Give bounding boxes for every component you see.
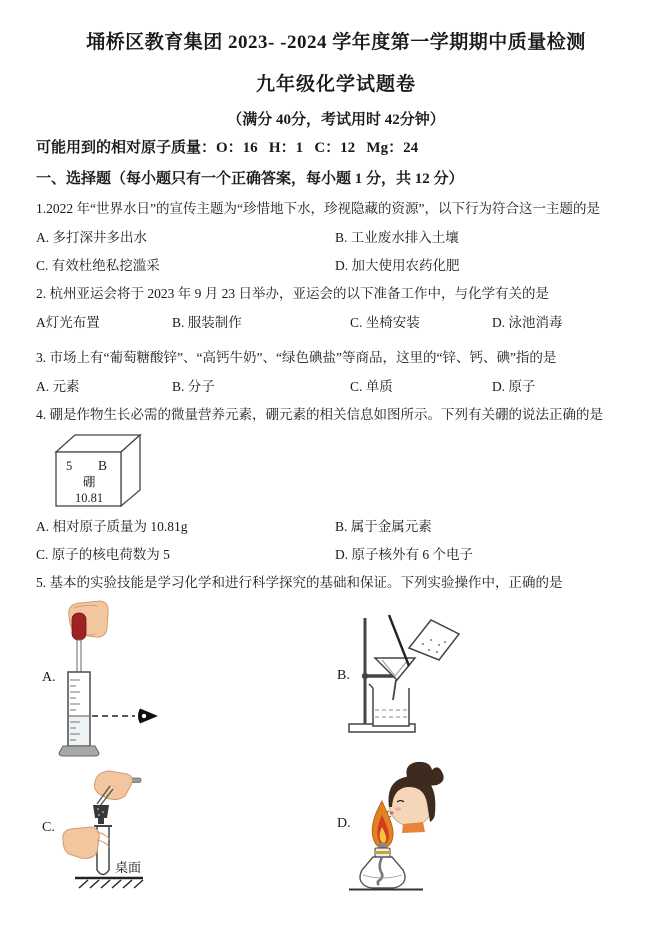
element-cube-icon [44,430,146,508]
q3-option-d: D. 原子 [492,379,536,394]
figure-c-label: C. [42,820,55,835]
blush [395,807,401,811]
question-1-stem: 1.2022 年“世界水日”的宣传主题为“珍惜地下水，珍视隐藏的资源”，以下行为符合这一主题的是 [36,201,600,216]
figure-d-label: D. [337,816,351,831]
question-1-options-row-2 [36,255,636,276]
figure-a-label: A. [42,670,56,685]
question-1-options-row-1 [36,227,636,248]
question-5-stem: 5. 基本的实验技能是学习化学和进行科学探究的基础和保证。下列实验操作中，正确的是 [36,575,563,590]
figure-d-blowing-out-alcohol-lamp [345,761,480,896]
q4-option-b: B. 属于金属元素 [335,519,432,534]
question-4-options-row-1 [36,516,636,537]
question-2-options-row [36,312,636,333]
question-4-stem: 4. 硼是作物生长必需的微量营养元素，硼元素的相关信息如图所示。下列有关硼的说法正确的是 [36,407,603,422]
exam-subject-title: 九年级化学试题卷 [255,74,416,95]
hand-with-tweezers-icon [95,771,142,806]
question-4-options-row-2 [36,544,636,565]
question-3-options-row [36,376,636,397]
boron-element-box-figure [44,430,636,508]
q4-option-a: A. 相对原子质量为 10.81g [36,519,188,534]
girl-head-icon [389,762,444,833]
solid-stopper-icon [93,805,109,824]
q3-option-b: B. 分子 [172,379,215,394]
q1-option-d: D. 加大使用农药化肥 [335,258,460,273]
figure-c-adding-solid-to-test-tube [55,768,175,893]
q1-option-b: B. 工业废水排入土壤 [335,230,459,245]
q2-option-a: A灯光布置 [36,315,100,330]
exam-title: 埇桥区教育集团 2023- -2024 学年度第一学期期中质量检测 [86,32,586,53]
element-relative-mass: 10.81 [74,491,104,505]
eye-icon [138,709,158,724]
element-atomic-number: 5 [66,459,73,473]
element-symbol: B [98,458,108,473]
graduated-cylinder-icon [59,672,99,756]
q2-option-b: B. 服装制作 [172,315,242,330]
receiving-beaker-icon [369,684,409,726]
question-5-figures [36,598,636,935]
relative-atomic-mass-note: 可能用到的相对原子质量：O：16 H：1 C：12 Mg：24 [36,140,419,156]
alcohol-lamp-icon [349,843,423,890]
q4-option-d: D. 原子核外有 6 个电子 [335,547,473,562]
figure-b-label: B. [337,668,350,683]
blowing-mouth [390,811,394,814]
question-2-stem: 2. 杭州亚运会将于 2023 年 9 月 23 日举办，亚运会的以下准备工作中，与化学有关的是 [36,286,549,301]
element-name: 硼 [82,475,96,489]
pouring-beaker-icon [409,620,459,660]
q3-option-a: A. 元素 [36,379,80,394]
q2-option-d: D. 泳池消毒 [492,315,563,330]
q4-option-c: C. 原子的核电荷数为 5 [36,547,170,562]
figure-b-filtration [345,612,475,738]
q1-option-c: C. 有效杜绝私挖滥采 [36,258,160,273]
table-surface-label: 桌面 [115,860,142,875]
score-and-time-note: （满分 40分，考试用时 42分钟） [227,112,445,128]
q2-option-c: C. 坐椅安装 [350,315,420,330]
q3-option-c: C. 单质 [350,379,393,394]
figure-a-reading-graduated-cylinder [55,600,165,766]
section-1-heading: 一、选择题（每小题只有一个正确答案，每小题 1 分，共 12 分） [36,171,464,187]
q1-option-a: A. 多打深井多出水 [36,230,147,245]
table-surface-line [75,878,143,888]
question-3-stem: 3. 市场上有“葡萄糖酸锌”、“高钙牛奶”、“绿色碘盐”等商品，这里的“锌、钙、碘”指的是 [36,350,557,365]
